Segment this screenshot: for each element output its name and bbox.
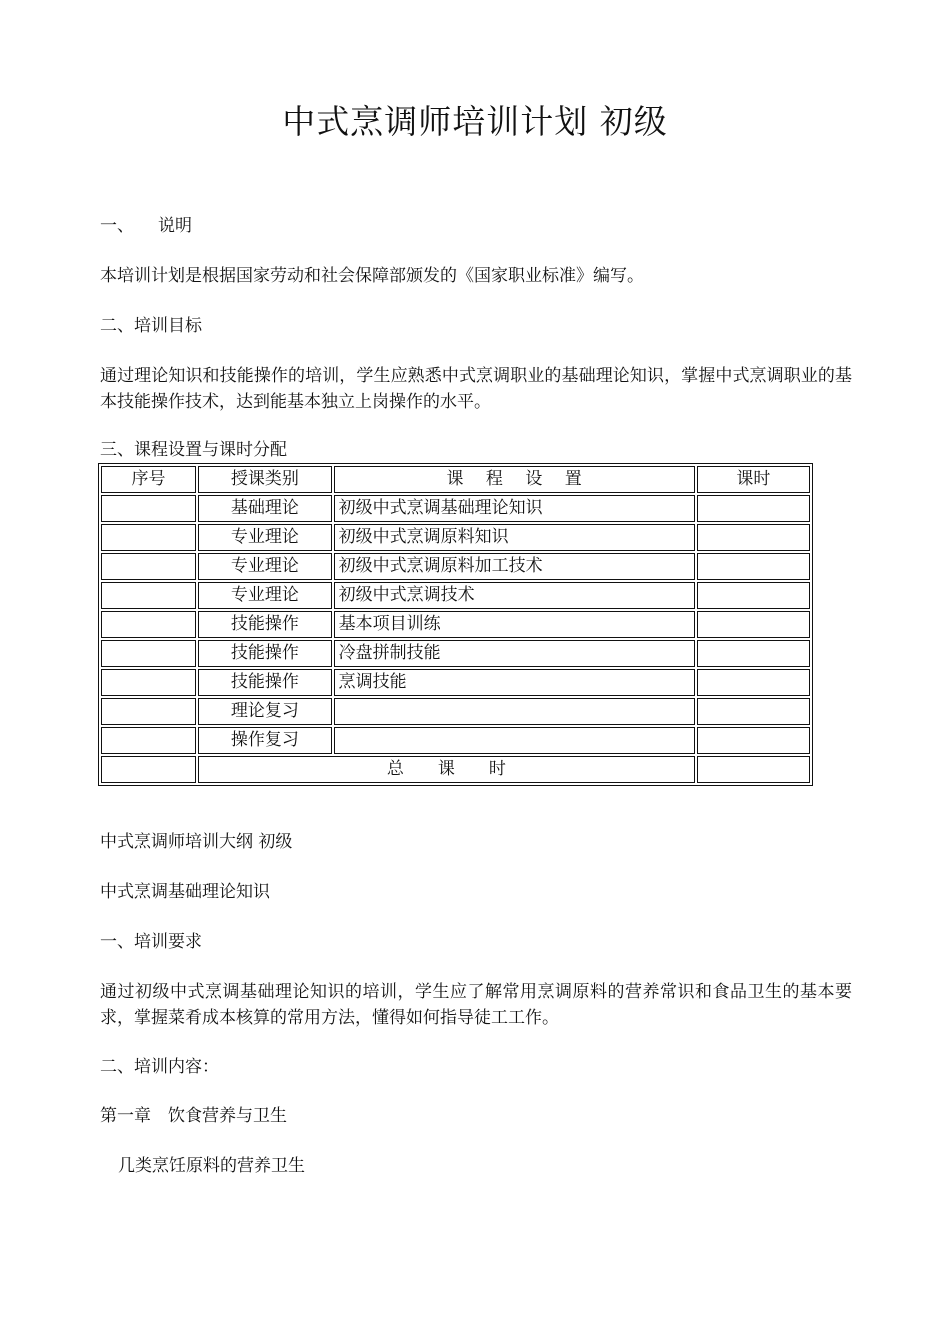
table-total-row [101,756,810,783]
header-cell-hours: 课时 [697,466,810,493]
section-label: 说明 [158,216,192,236]
table-row [101,524,810,551]
section-heading-requirements: 一、培训要求 [100,932,202,952]
cell-hours [697,669,810,696]
cell-course: 冷盘拼制技能 [334,640,695,667]
section-heading-explanation [100,214,192,238]
table-row [101,611,810,638]
cell-type: 专业理论 [198,582,332,609]
cell-number [101,582,196,609]
outline-title: 中式烹调师培训大纲 初级 [100,832,293,852]
cell-course: 初级中式烹调原料知识 [334,524,695,551]
total-label: 总 课 时 [198,756,695,783]
section-number: 一、 [100,216,134,236]
cell-type: 专业理论 [198,553,332,580]
table-row [101,495,810,522]
subject-title: 中式烹调基础理论知识 [100,882,270,902]
section-heading-content: 二、培训内容： [100,1057,219,1077]
chapter-item: 几类烹饪原料的营养卫生 [118,1156,305,1176]
section-heading-courses: 三、课程设置与课时分配 [100,440,287,460]
cell-number [101,495,196,522]
cell-number [101,553,196,580]
cell-number [101,640,196,667]
cell-course: 基本项目训练 [334,611,695,638]
total-hours [697,756,810,783]
section-heading-goals: 二、培训目标 [100,316,202,336]
table-header-row [101,466,810,493]
cell-course: 初级中式烹调原料加工技术 [334,553,695,580]
table-row [101,669,810,696]
cell-hours [697,582,810,609]
table-row [101,640,810,667]
cell-course [334,698,695,725]
header-cell-course: 课 程 设 置 [334,466,695,493]
goals-text: 通过理论知识和技能操作的培训，学生应熟悉中式烹调职业的基础理论知识，掌握中式烹调职业的基本技能操作技术，达到能基本独立上岗操作的水平。 [100,366,852,412]
cell-type: 专业理论 [198,524,332,551]
cell-hours [697,727,810,754]
document-title: 中式烹调师培训计划 初级 [282,102,668,141]
chapter-heading: 第一章 饮食营养与卫生 [100,1106,287,1126]
header-cell-number: 序号 [101,466,196,493]
cell-number [101,611,196,638]
course-table [98,463,813,786]
table-row [101,582,810,609]
cell-hours [697,698,810,725]
cell-course: 烹调技能 [334,669,695,696]
cell-type: 理论复习 [198,698,332,725]
cell-course: 初级中式烹调基础理论知识 [334,495,695,522]
cell-course [334,727,695,754]
cell-number [101,669,196,696]
table-row [101,698,810,725]
cell-hours [697,611,810,638]
cell-hours [697,553,810,580]
header-cell-type: 授课类别 [198,466,332,493]
cell-hours [697,524,810,551]
cell-number [101,524,196,551]
cell-hours [697,495,810,522]
cell-number [101,756,196,783]
cell-number [101,727,196,754]
cell-number [101,698,196,725]
table-row [101,553,810,580]
cell-course: 初级中式烹调技术 [334,582,695,609]
cell-type: 基础理论 [198,495,332,522]
cell-type: 技能操作 [198,669,332,696]
cell-type: 操作复习 [198,727,332,754]
cell-hours [697,640,810,667]
requirements-text: 通过初级中式烹调基础理论知识的培训，学生应了解常用烹调原料的营养常识和食品卫生的基本要求，掌握菜肴成本核算的常用方法，懂得如何指导徒工工作。 [100,982,852,1028]
table-row [101,727,810,754]
explanation-text: 本培训计划是根据国家劳动和社会保障部颁发的《国家职业标准》编写。 [100,266,644,286]
cell-type: 技能操作 [198,640,332,667]
cell-type: 技能操作 [198,611,332,638]
